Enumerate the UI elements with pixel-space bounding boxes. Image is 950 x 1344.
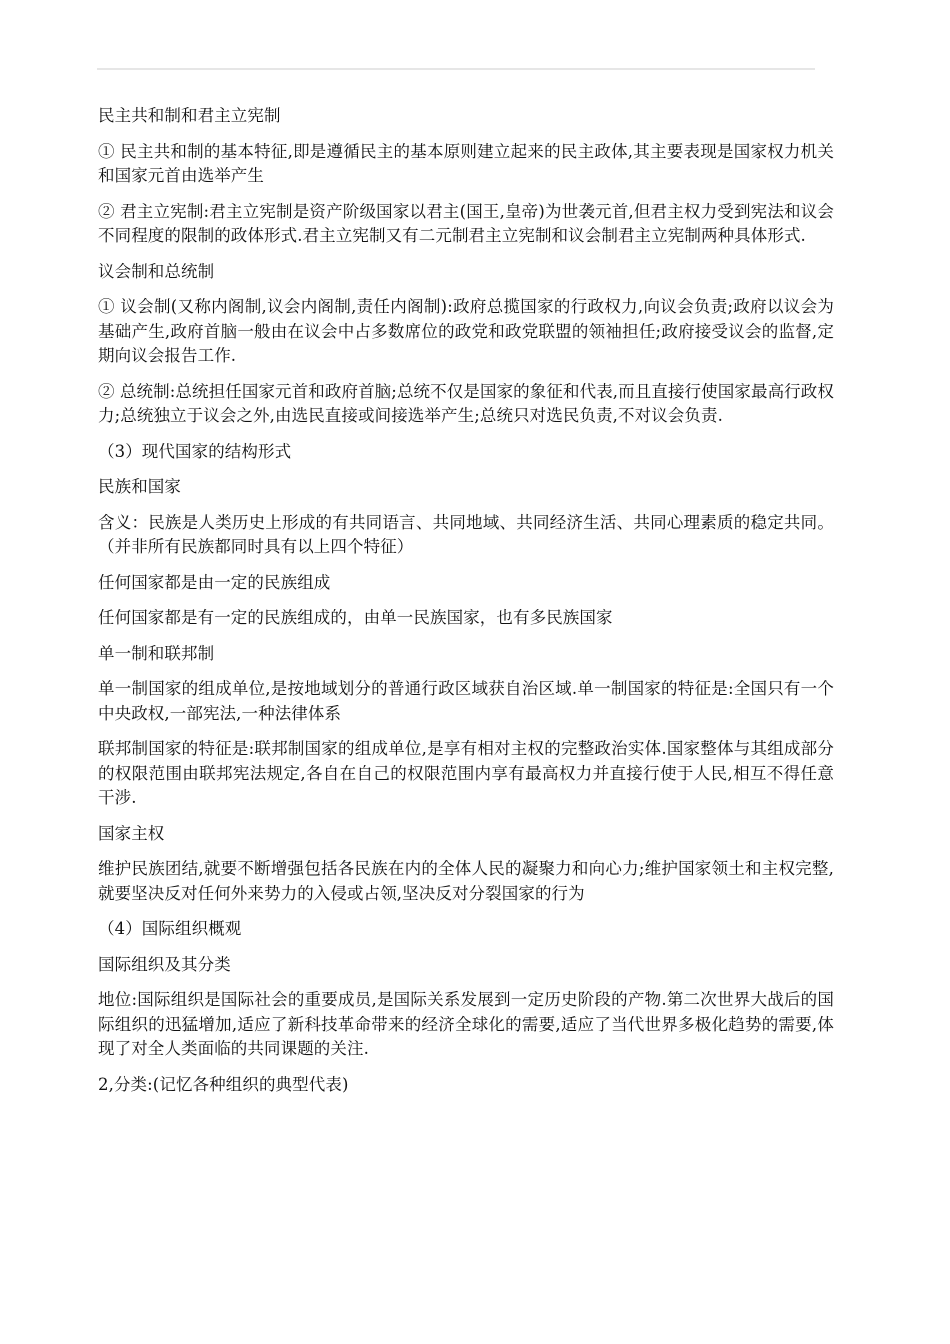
paragraph-federal-system: 联邦制国家的特征是:联邦制国家的组成单位,是享有相对主权的完整政治实体.国家整体与其组成部分的权限范围由联邦宪法规定,各自在自己的权限范围内享有最高权力并直接行使于人民,相互不得任意干涉. bbox=[98, 739, 834, 807]
section-heading-state-structure: （3）现代国家的结构形式 bbox=[98, 441, 292, 461]
header-divider bbox=[97, 68, 815, 70]
paragraph-nations-compose-states: 任何国家都是有一定的民族组成的，由单一民族国家，也有多民族国家 bbox=[98, 608, 613, 627]
paragraph-parliamentary-system: ① 议会制(又称内阁制,议会内阁制,责任内阁制):政府总揽国家的行政权力,向议会负责;政府以议会为基础产生,政府首脑一般由在议会中占多数席位的政党和政党联盟的领袖担任;政府接受议会的监督,定期向议会报告工作. bbox=[98, 297, 834, 365]
heading-republic-and-monarchy: 民主共和制和君主立宪制 bbox=[98, 106, 281, 125]
paragraph-nation-definition: 含义：民族是人类历史上形成的有共同语言、共同地域、共同经济生活、共同心理素质的稳定共同。（并非所有民族都同时具有以上四个特征） bbox=[98, 512, 834, 556]
paragraph-democratic-republic: ① 民主共和制的基本特征,即是遵循民主的基本原则建立起来的民主政体,其主要表现是国家权力机关和国家元首由选举产生 bbox=[98, 141, 834, 185]
paragraph-unitary-system: 单一制国家的组成单位,是按地域划分的普通行政区域获自治区域.单一制国家的特征是:全国只有一个中央政权,一部宪法,一种法律体系 bbox=[98, 679, 834, 723]
paragraph-organizations-status: 地位:国际组织是国际社会的重要成员,是国际关系发展到一定历史阶段的产物.第二次世界大战后的国际组织的迅猛增加,适应了新科技革命带来的经济全球化的需要,适应了当代世界多极化趋势的需要,体现了对全人类面临的共同课题的关注. bbox=[98, 990, 834, 1058]
paragraph-constitutional-monarchy: ② 君主立宪制:君主立宪制是资产阶级国家以君主(国王,皇帝)为世袭元首,但君主权力受到宪法和议会不同程度的限制的政体形式.君主立宪制又有二元制君主立宪制和议会制君主立宪制两种具体形式. bbox=[98, 201, 834, 245]
paragraph-national-sovereignty: 维护民族团结,就要不断增强包括各民族在内的全体人民的凝聚力和向心力;维护国家领土和主权完整,就要坚决反对任何外来势力的入侵或占领,坚决反对分裂国家的行为 bbox=[98, 859, 834, 903]
document-body bbox=[98, 104, 834, 1108]
heading-nation-and-state: 民族和国家 bbox=[98, 477, 181, 496]
heading-organizations-and-classification: 国际组织及其分类 bbox=[98, 954, 231, 974]
heading-nations-compose-states: 任何国家都是由一定的民族组成 bbox=[98, 572, 331, 592]
paragraph-organizations-classification: 2,分类:(记忆各种组织的典型代表) bbox=[98, 1074, 349, 1094]
paragraph-presidential-system: ② 总统制:总统担任国家元首和政府首脑;总统不仅是国家的象征和代表,而且直接行使国家最高行政权力;总统独立于议会之外,由选民直接或间接选举产生;总统只对选民负责,不对议会负责. bbox=[98, 381, 834, 425]
section-heading-international-organizations: （4）国际组织概观 bbox=[98, 919, 242, 938]
heading-unitary-and-federal: 单一制和联邦制 bbox=[98, 643, 215, 663]
heading-parliamentary-and-presidential: 议会制和总统制 bbox=[98, 261, 215, 281]
heading-national-sovereignty: 国家主权 bbox=[98, 823, 165, 843]
